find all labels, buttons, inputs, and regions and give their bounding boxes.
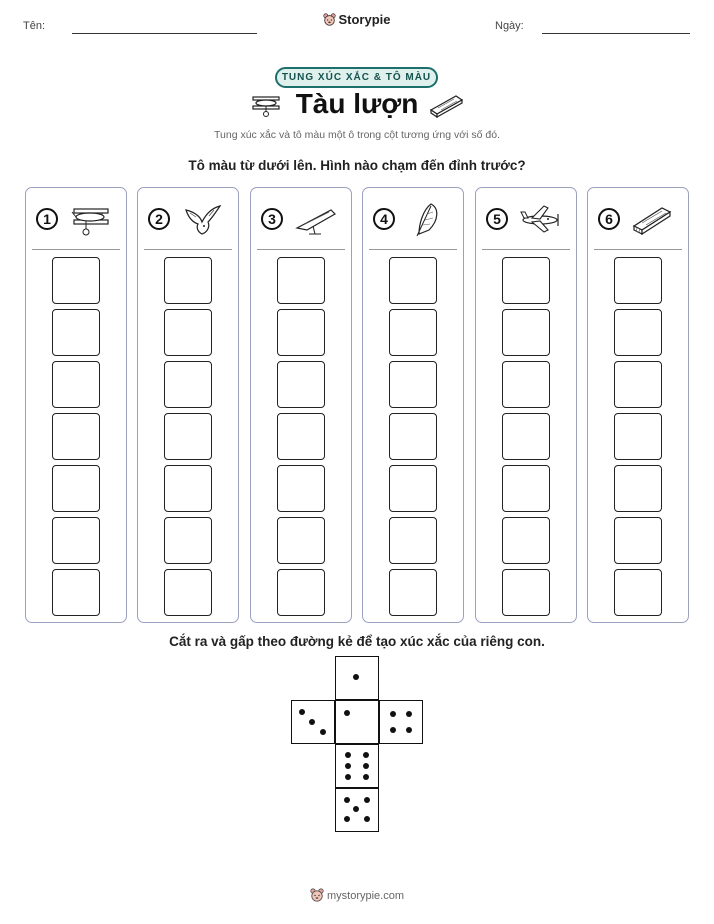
die-pip [299, 709, 305, 715]
column-divider [594, 249, 682, 250]
die-face-1 [335, 700, 379, 744]
color-cell[interactable] [277, 465, 325, 512]
column-number: 2 [148, 208, 170, 230]
date-label: Ngày: [495, 20, 524, 32]
column-number: 5 [486, 208, 508, 230]
die-pip [344, 797, 350, 803]
eagle-icon [180, 202, 224, 238]
die-pip [364, 816, 370, 822]
color-cell[interactable] [52, 517, 100, 564]
column-divider [482, 249, 570, 250]
footer-url[interactable]: mystorypie.com [326, 890, 405, 902]
color-cell[interactable] [502, 361, 550, 408]
die-pip [345, 763, 351, 769]
color-cell[interactable] [614, 517, 662, 564]
column-number: 6 [598, 208, 620, 230]
column-divider [369, 249, 457, 250]
color-cell[interactable] [614, 569, 662, 616]
color-cell[interactable] [389, 413, 437, 460]
color-cell[interactable] [52, 361, 100, 408]
column-header [486, 202, 568, 238]
color-cell[interactable] [277, 257, 325, 304]
die-pip [320, 729, 326, 735]
column-header [598, 202, 680, 238]
bear-logo-icon [323, 13, 336, 26]
color-cell[interactable] [502, 309, 550, 356]
color-cell[interactable] [614, 309, 662, 356]
cut-instruction: Cắt ra và gấp theo đường kẻ để tạo xúc xắc của riêng con. [169, 634, 545, 649]
die-pip [363, 774, 369, 780]
color-cell[interactable] [389, 257, 437, 304]
color-cell[interactable] [389, 465, 437, 512]
die-pip [406, 727, 412, 733]
column-divider [32, 249, 120, 250]
die-pip [344, 710, 350, 716]
column-4 [362, 187, 464, 623]
color-cell[interactable] [502, 413, 550, 460]
die-face-4 [379, 700, 423, 744]
die-pip [353, 806, 359, 812]
column-5 [475, 187, 577, 623]
die-pip [390, 727, 396, 733]
color-cell[interactable] [164, 517, 212, 564]
die-pip [363, 763, 369, 769]
color-cell[interactable] [614, 465, 662, 512]
color-cell[interactable] [164, 465, 212, 512]
color-cell[interactable] [277, 517, 325, 564]
column-6 [587, 187, 689, 623]
color-cell[interactable] [502, 465, 550, 512]
coloring-instruction: Tô màu từ dưới lên. Hình nào chạm đến đỉnh trước? [188, 158, 526, 173]
color-cell[interactable] [502, 569, 550, 616]
die-face-3 [291, 700, 335, 744]
color-cell[interactable] [502, 257, 550, 304]
color-cell[interactable] [277, 309, 325, 356]
color-cell[interactable] [389, 309, 437, 356]
die-face-6 [335, 744, 379, 788]
color-cell[interactable] [614, 413, 662, 460]
die-pip [406, 711, 412, 717]
color-cell[interactable] [614, 361, 662, 408]
color-cell[interactable] [52, 257, 100, 304]
die-face-5 [335, 788, 379, 832]
color-cell[interactable] [277, 569, 325, 616]
color-cell[interactable] [52, 413, 100, 460]
die-pip [345, 752, 351, 758]
column-header [36, 202, 118, 238]
bear-logo-icon [310, 888, 324, 902]
color-cell[interactable] [277, 361, 325, 408]
color-cell[interactable] [502, 517, 550, 564]
color-cell[interactable] [52, 569, 100, 616]
column-1 [25, 187, 127, 623]
die-pip [364, 797, 370, 803]
color-cell[interactable] [389, 517, 437, 564]
color-cell[interactable] [164, 361, 212, 408]
color-cell[interactable] [164, 413, 212, 460]
die-pip [363, 752, 369, 758]
die-pip [390, 711, 396, 717]
color-cell[interactable] [164, 309, 212, 356]
feather-icon [405, 202, 449, 238]
column-number: 4 [373, 208, 395, 230]
color-cell[interactable] [52, 309, 100, 356]
column-header [373, 202, 455, 238]
column-3 [250, 187, 352, 623]
color-cell[interactable] [164, 257, 212, 304]
column-divider [144, 249, 232, 250]
propeller-plane-icon [518, 202, 562, 238]
column-2 [137, 187, 239, 623]
page-title: Tàu lượn [295, 88, 419, 119]
activity-badge: TUNG XÚC XẮC & TÔ MÀU [275, 67, 438, 88]
column-number: 1 [36, 208, 58, 230]
wood-plank-icon [630, 202, 674, 238]
color-cell[interactable] [277, 413, 325, 460]
die-pip [353, 674, 359, 680]
die-pip [309, 719, 315, 725]
plank-title-icon [428, 92, 464, 118]
brand-name: Storypie [338, 12, 391, 27]
column-divider [257, 249, 345, 250]
color-cell[interactable] [614, 257, 662, 304]
color-cell[interactable] [164, 569, 212, 616]
column-number: 3 [261, 208, 283, 230]
name-label: Tên: [23, 20, 46, 32]
color-cell[interactable] [52, 465, 100, 512]
footer [0, 888, 714, 902]
column-header [148, 202, 230, 238]
hang-glider-icon [293, 202, 337, 238]
color-cell[interactable] [389, 569, 437, 616]
date-line[interactable] [542, 33, 690, 34]
die-pip [344, 816, 350, 822]
die-pip [345, 774, 351, 780]
color-cell[interactable] [389, 361, 437, 408]
biplane-icon [68, 202, 112, 238]
brand-logo [0, 12, 714, 27]
column-header [261, 202, 343, 238]
die-face-1 [335, 656, 379, 700]
name-line[interactable] [72, 33, 257, 34]
page-subtitle: Tung xúc xắc và tô màu một ô trong cột tương ứng với số đó. [214, 129, 500, 141]
